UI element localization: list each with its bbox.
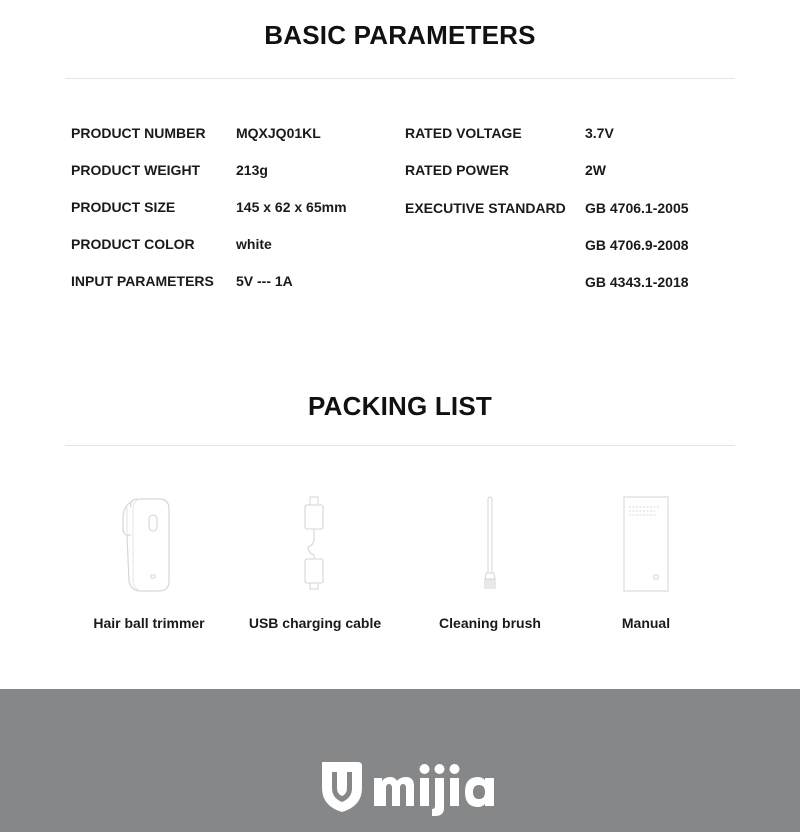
param-value: GB 4706.1-2005 <box>585 200 689 216</box>
param-value: 3.7V <box>585 125 614 141</box>
mijia-logo <box>318 758 503 821</box>
cleaning-brush-icon <box>480 495 500 595</box>
packing-item-cleaning-brush <box>405 495 575 631</box>
packing-item-label: Cleaning brush <box>439 615 541 631</box>
packing-item-label: Hair ball trimmer <box>93 615 205 631</box>
usb-cable-icon <box>295 495 335 595</box>
param-label: PRODUCT NUMBER <box>71 125 206 141</box>
packing-list-title: PACKING LIST <box>308 391 492 421</box>
param-value: 2W <box>585 162 606 178</box>
param-label: EXECUTIVE STANDARD <box>405 200 566 216</box>
packing-item-trimmer <box>64 495 234 631</box>
param-label: PRODUCT WEIGHT <box>71 162 201 178</box>
mijia-logo-icon <box>318 758 503 816</box>
param-value: 213g <box>236 162 268 178</box>
param-label: INPUT PARAMETERS <box>71 273 214 289</box>
param-value: 5V --- 1A <box>236 273 293 289</box>
trimmer-icon <box>119 495 179 595</box>
param-label: RATED POWER <box>405 162 509 178</box>
packing-item-manual <box>561 495 731 631</box>
param-value: 145 x 62 x 65mm <box>236 199 347 215</box>
param-value: MQXJQ01KL <box>236 125 321 141</box>
packing-item-label: Manual <box>621 615 671 631</box>
param-value: white <box>236 236 272 252</box>
packing-item-label: USB charging cable <box>248 615 382 631</box>
basic-parameters-title: BASIC PARAMETERS <box>264 20 536 50</box>
divider <box>65 78 735 79</box>
param-label: PRODUCT COLOR <box>71 236 195 252</box>
param-label: RATED VOLTAGE <box>405 125 522 141</box>
packing-item-usb-cable <box>230 495 400 631</box>
param-value: GB 4343.1-2018 <box>585 274 689 290</box>
param-value: GB 4706.9-2008 <box>585 237 689 253</box>
manual-icon <box>621 495 671 595</box>
divider <box>65 445 735 446</box>
param-label: PRODUCT SIZE <box>71 199 176 215</box>
